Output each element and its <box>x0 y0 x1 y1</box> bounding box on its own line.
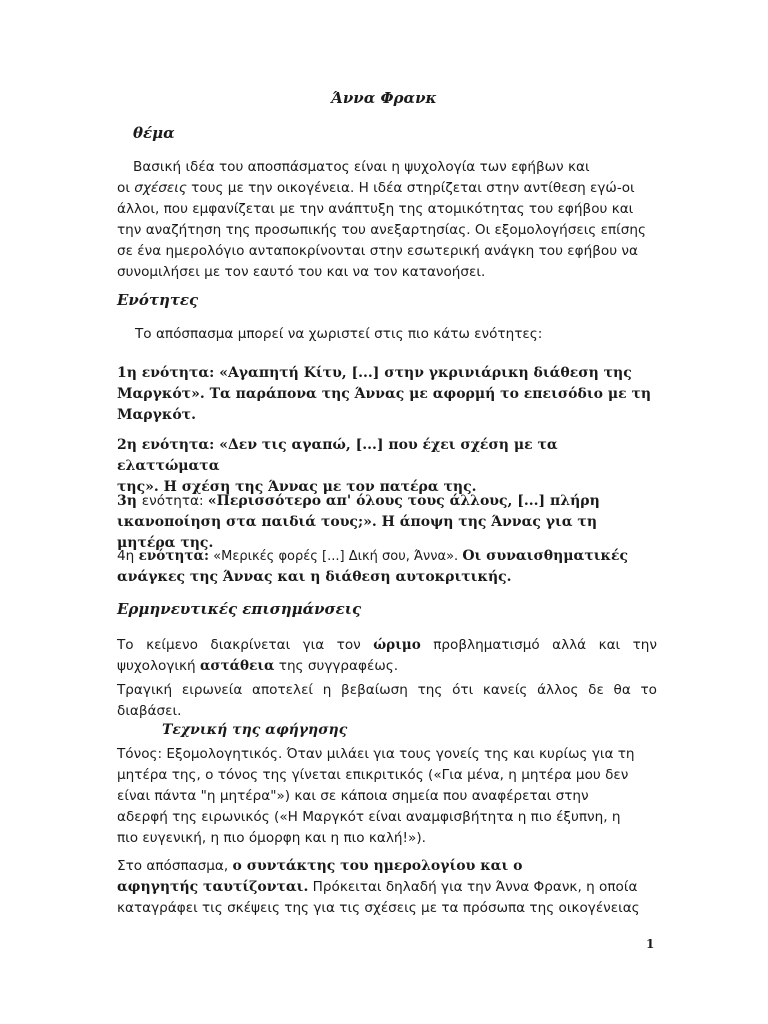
text-run: ενότητα: <box>141 493 208 509</box>
narration-heading: Τεχνική της αφήγησης <box>162 722 348 738</box>
interpretive-paragraph-1 <box>117 635 657 677</box>
section-line: Μαργκότ». Τα παράπονα της Άννας με αφορμή το επεισόδιο με τη <box>117 386 652 402</box>
theme-line: άλλοι, που εμφανίζεται με την ανάπτυξη της ατομικότητας του εφήβου και <box>117 201 634 217</box>
text-run-bold: 3η <box>117 493 142 509</box>
document-title: Άννα Φρανκ <box>331 89 437 107</box>
narration-line: είναι πάντα "η μητέρα"») και σε κάποια σημεία που αναφέρεται στην <box>117 788 589 804</box>
theme-paragraph <box>117 157 657 283</box>
text-run-bold: αφηγητής ταυτίζονται. <box>117 879 309 895</box>
section-line: 2η ενότητα: «Δεν τις αγαπώ, [...] που έχει σχέση με τα ελαττώματα <box>117 437 558 474</box>
interpretive-line: διαβάσει. <box>117 703 182 719</box>
text-run: 4η <box>117 548 139 564</box>
text-run-bold: ο συντάκτης του ημερολογίου και ο <box>232 858 523 874</box>
text-run: οι <box>117 180 135 196</box>
interpretive-line: Τραγική ειρωνεία αποτελεί η βεβαίωση της ότι κανείς άλλος δε θα το <box>117 682 657 698</box>
section-line: Μαργκότ. <box>117 407 196 423</box>
theme-line <box>117 178 657 199</box>
sections-intro: Το απόσπασμα μπορεί να χωριστεί στις πιο κάτω ενότητες: <box>135 326 543 342</box>
narration-paragraph <box>117 744 657 849</box>
section-line: 1η ενότητα: «Αγαπητή Κίτυ, [...] στην γκρινιάρικη διάθεση της <box>117 365 632 381</box>
sections-heading: Ενότητες <box>117 291 199 309</box>
section-line: της». Η σχέση της Άννας με τον πατέρα της. <box>117 479 477 495</box>
section-line <box>117 545 657 567</box>
text-run: Πρόκειται δηλαδή για την Άννα Φρανκ, η οποία <box>308 879 638 895</box>
interpretive-paragraph-2 <box>117 680 657 722</box>
section-1 <box>117 363 657 426</box>
narrator-paragraph <box>117 856 657 919</box>
section-4 <box>117 545 657 588</box>
theme-line: Βασική ιδέα του αποσπάσματος είναι η ψυχολογία των εφήβων και <box>133 159 590 175</box>
text-run: Στο απόσπασμα, <box>117 858 233 874</box>
theme-line: σε ένα ημερολόγιο ανταποκρίνονται στην εσωτερική ανάγκη του εφήβου να <box>117 243 638 259</box>
text-run-bold: «Περισσότερο απ' όλους τους άλλους, [...] πλήρη <box>207 493 600 509</box>
narration-line: Τόνος: Εξομολογητικός. Όταν μιλάει για τους γονείς της και κυρίως για τη <box>117 746 635 762</box>
section-line: ικανοποίηση στα παιδιά τους;». Η άποψη της Άννας για τη μητέρα της. <box>117 514 598 551</box>
section-2 <box>117 435 657 498</box>
narrator-line <box>117 856 657 877</box>
theme-line: συνομιλήσει με τον εαυτό του και να τον κατανοήσει. <box>117 264 486 280</box>
text-run: «Μερικές φορές [...] Δική σου, Άννα». <box>209 549 463 564</box>
narration-line: μητέρα της, ο τόνος της γίνεται επικριτικός («Για μένα, η μητέρα μου δεν <box>117 767 629 783</box>
text-run: προβληματισμό αλλά και την <box>420 637 657 653</box>
text-run-bold: αστάθεια <box>199 658 275 674</box>
section-line: ανάγκες της Άννας και η διάθεση αυτοκριτικής. <box>117 569 512 585</box>
text-run: της συγγραφέως. <box>274 658 399 674</box>
interpretive-line <box>117 635 657 656</box>
text-run-bold: ώριμο <box>373 637 421 653</box>
narrator-line <box>117 877 657 898</box>
page-number: 1 <box>646 937 655 951</box>
text-run: Το κείμενο διακρίνεται για τον <box>117 637 374 653</box>
text-run-bold: ενότητα: <box>138 548 210 564</box>
interpretive-line <box>117 656 657 677</box>
text-run: τους με την οικογένεια. Η ιδέα στηρίζεται στην αντίθεση εγώ-οι <box>186 180 635 196</box>
theme-line: την αναζήτηση της προσωπικής του ανεξαρτησίας. Οι εξομολογήσεις επίσης <box>117 222 646 238</box>
interpretive-heading: Ερμηνευτικές επισημάνσεις <box>117 600 362 618</box>
text-run-bold: Οι συναισθηματικές <box>462 548 629 564</box>
text-run: ψυχολογική <box>117 658 200 674</box>
narration-line: αδερφή της ειρωνικός («Η Μαργκότ είναι αναμφισβήτητα η πιο έξυπνη, η <box>117 809 621 825</box>
narrator-line: καταγράφει τις σκέψεις της για τις σχέσεις με τα πρόσωπα της οικογένειας <box>117 900 640 916</box>
narration-line: πιο ευγενική, η πιο όμορφη και η πιο καλή!»). <box>117 830 426 846</box>
section-line <box>117 490 657 512</box>
theme-heading: θέμα <box>133 124 175 142</box>
text-run-italic: σχέσεις <box>134 180 187 196</box>
